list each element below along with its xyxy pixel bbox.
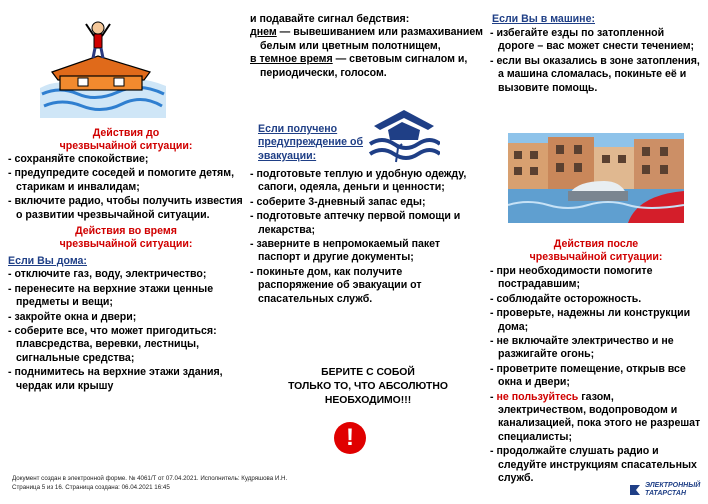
home-list [8,268,244,393]
no-use-text: газом, электричеством, водопроводом и канализацией, пока этого не разрешат специалисты; [498,390,701,443]
list-item: - если вы оказались в зоне затопления, а машина сломалась, покиньте её и вызовите помощь. [490,55,702,95]
list-item: - перенесите на верхние этажи ценные предметы и вещи; [8,283,244,310]
list-item: - закройте окна и двери; [8,311,244,324]
flood-icon [368,108,440,164]
list-item: - проветрите помещение, открыв все окна и двери; [490,363,702,390]
logo-icon [628,483,642,497]
before-title: Действия до чрезвычайной ситуации: [59,127,193,152]
car-list [490,27,702,96]
flooded-street-illustration [508,133,684,223]
list-item: - заверните в непромокаемый пакет паспорт и другие документы; [250,238,480,265]
after-list [490,265,702,487]
list-item: - отключите газ, воду, электричество; [8,268,244,281]
list-item: - соберите 3-дневный запас еды; [250,196,480,209]
car-title: Если Вы в машине: [492,13,595,25]
document-footer [12,475,287,492]
list-item: - сохраняйте спокойствие; [8,153,244,166]
during-title: Действия во время чрезвычайной ситуации: [59,225,193,251]
day-label: днем [250,26,277,39]
footer-line-2: Страница 5 из 16. Страница создана: 06.04.2021 16:45 [12,483,170,491]
list-item: - подготовьте аптечку первой помощи и лекарства; [250,210,480,237]
list-item: - продолжайте слушать радио и следуйте инструкциям спасательных служб. [490,445,702,485]
list-item: - не включайте электричество и не разжигайте огонь; [490,335,702,362]
list-item: - включите радио, чтобы получить известия о развитии чрезвычайной ситуации. [8,195,244,222]
list-item: - избегайте езды по затопленной дороге – вас может снести течением; [490,27,702,54]
list-item: - поднимитесь на верхние этажи здания, чердак или крышу [8,366,244,393]
list-item: - соберите все, что может пригодиться: плавсредства, веревки, лестницы, сигнальные средства; [8,325,244,365]
logo-line-1: ЭЛЕКТРОННЫЙ [645,482,701,489]
warning-icon: ! [334,422,366,454]
dark-text: — световым сигналом и, периодически, голосом. [260,53,468,79]
list-item: - подготовьте теплую и удобную одежду, сапоги, одеяла, деньги и ценности; [250,168,480,195]
dark-label: в темное время [250,53,333,66]
list-item: - предупредите соседей и помогите детям, старикам и инвалидам; [8,167,244,194]
no-use-label: не пользуйтесь [496,390,579,403]
evacuation-list [250,168,480,307]
logo-line-2: ТАТАРСТАН [645,489,686,497]
distress-intro: и подавайте сигнал бедствия: [250,13,410,25]
electronic-tatarstan-logo [628,482,700,497]
footer-line-1: Документ создан в электронной форме. № 4061/Т от 07.04.2021. Исполнитель: Кудряшова И.Н. [12,475,288,482]
list-item: - покиньте дом, как получите распоряжение об эвакуации от спасательных служб. [250,266,480,306]
list-item: - при необходимости помогите пострадавшим; [490,265,702,292]
list-item: - проверьте, надежны ли конструкции дома; [490,307,702,334]
list-item [490,391,702,445]
take-only-necessary-note: БЕРИТЕ С СОБОЙ ТОЛЬКО ТО, ЧТО АБСОЛЮТНО НЕОБХОДИМО!!! [288,367,448,406]
day-text: — вывешиванием или размахиванием белым или цветным полотнищем, [260,26,484,52]
list-item: - соблюдайте осторожность. [490,293,702,306]
after-title: Действия после чрезвычайной ситуации: [529,238,663,263]
before-list [8,153,244,222]
home-title: Если Вы дома: [8,255,87,268]
evacuation-title: Если получено предупреждение об эвакуации: [258,123,364,162]
flood-house-illustration [38,14,168,118]
